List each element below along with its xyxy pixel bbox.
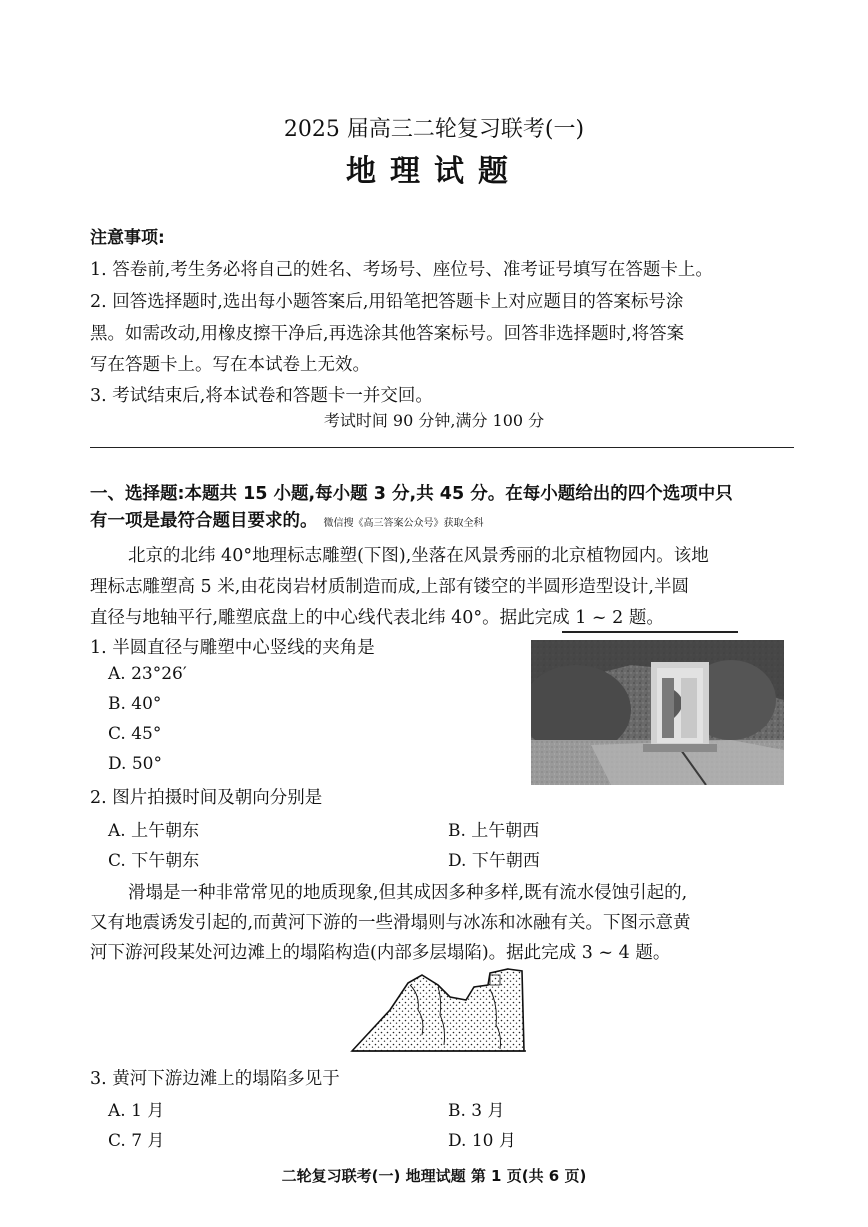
q1-option-c: C. 45° [108, 724, 162, 744]
sculpture-photo [531, 640, 784, 785]
exam-subtitle: 2025 届高三二轮复习联考(一) [283, 117, 585, 142]
page-footer: 二轮复习联考(一) 地理试题 第 1 页(共 6 页) [281, 1167, 587, 1185]
collapse-structure-diagram [350, 965, 530, 1055]
photo-top-rule [562, 631, 738, 633]
exam-info: 考试时间 90 分钟,满分 100 分 [323, 411, 545, 430]
watermark-text: 微信搜《高三答案公众号》获取全科 [323, 518, 484, 529]
q2-option-b: B. 上午朝西 [448, 821, 540, 841]
passage2-line-3: 河下游河段某处河边滩上的塌陷构造(内部多层塌陷)。据此完成 3 ~ 4 题。 [90, 943, 671, 963]
section-heading-text: 有一项是最符合题目要求的。 [90, 511, 318, 531]
notice-line-5: 3. 考试结束后,将本试卷和答题卡一并交回。 [90, 386, 433, 406]
q1-option-d: D. 50° [108, 754, 162, 774]
q3-option-b: B. 3 月 [448, 1101, 505, 1121]
q3-stem: 3. 黄河下游边滩上的塌陷多见于 [90, 1069, 340, 1089]
passage1-line-3: 直径与地轴平行,雕塑底盘上的中心线代表北纬 40°。据此完成 1 ~ 2 题。 [90, 608, 664, 628]
passage2-line-2: 又有地震诱发引起的,而黄河下游的一些滑塌则与冰冻和冰融有关。下图示意黄 [90, 913, 691, 933]
q2-option-c: C. 下午朝东 [108, 851, 200, 871]
q2-option-a: A. 上午朝东 [108, 821, 200, 841]
notice-line-2: 2. 回答选择题时,选出每小题答案后,用铅笔把答题卡上对应题目的答案标号涂 [90, 292, 684, 312]
section-heading-line-1: 一、选择题:本题共 15 小题,每小题 3 分,共 45 分。在每小题给出的四个选项中只 [90, 484, 733, 504]
page-title: 地理试题 [346, 154, 522, 189]
q1-stem: 1. 半圆直径与雕塑中心竖线的夹角是 [90, 638, 375, 658]
q2-stem: 2. 图片拍摄时间及朝向分别是 [90, 788, 323, 808]
q3-option-c: C. 7 月 [108, 1131, 165, 1151]
notice-line-3: 黑。如需改动,用橡皮擦干净后,再选涂其他答案标号。回答非选择题时,将答案 [90, 324, 685, 344]
q3-option-a: A. 1 月 [108, 1101, 165, 1121]
notice-heading: 注意事项: [90, 228, 165, 248]
notice-line-1: 1. 答卷前,考生务必将自己的姓名、考场号、座位号、准考证号填写在答题卡上。 [90, 260, 713, 280]
section-heading-line-2 [90, 507, 484, 532]
passage1-line-2: 理标志雕塑高 5 米,由花岗岩材质制造而成,上部有镂空的半圆形造型设计,半圆 [90, 577, 689, 597]
q1-option-b: B. 40° [108, 694, 162, 714]
passage2-line-1: 滑塌是一种非常常见的地质现象,但其成因多种多样,既有流水侵蚀引起的, [128, 883, 688, 903]
q1-option-a: A. 23°26′ [108, 664, 187, 684]
notice-line-4: 写在答题卡上。写在本试卷上无效。 [90, 355, 370, 375]
q3-option-d: D. 10 月 [448, 1131, 516, 1151]
passage1-line-1: 北京的北纬 40°地理标志雕塑(下图),坐落在风景秀丽的北京植物园内。该地 [128, 546, 709, 566]
divider-rule [90, 447, 794, 448]
q2-option-d: D. 下午朝西 [448, 851, 540, 871]
